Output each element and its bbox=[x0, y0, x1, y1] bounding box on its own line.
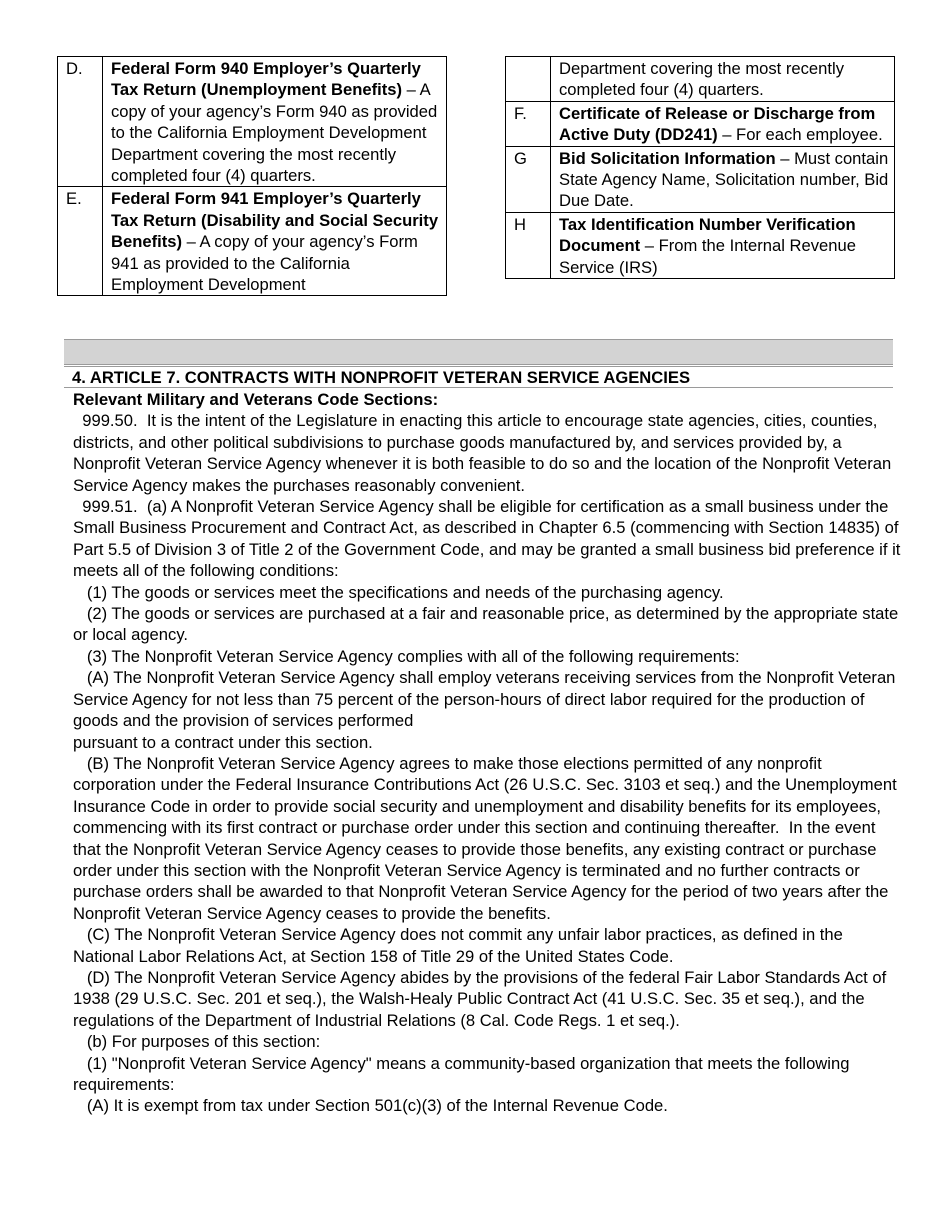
row-letter: E. bbox=[58, 187, 103, 296]
row-title: Tax Identification Number Verification Document bbox=[559, 214, 856, 256]
row-letter: D. bbox=[58, 57, 103, 187]
row-title: Federal Form 941 Employer’s Quarterly Tax Return (Disability and Social Security Benefits) bbox=[111, 189, 439, 252]
row-detail: – Must contain State Agency Name, Solicitation number, Bid Due Date. bbox=[559, 148, 889, 211]
row-detail: – A copy of your agency’s Form 941 as provided to the California Employment Development bbox=[111, 232, 418, 295]
statute-paragraph: (C) The Nonprofit Veteran Service Agency does not commit any unfair labor practices, as defined in the National Labor Relations Act, at Section 158 of Title 29 of the United States Code. bbox=[73, 925, 848, 966]
row-detail: – From the Internal Revenue Service (IRS) bbox=[559, 236, 856, 277]
row-description bbox=[551, 146, 895, 212]
row-title: Bid Solicitation Information bbox=[559, 148, 776, 168]
statute-paragraph: (b) For purposes of this section: bbox=[73, 1032, 321, 1052]
table-row bbox=[58, 57, 447, 187]
statute-paragraph: 999.50. It is the intent of the Legislature in enacting this article to encourage state agencies, cities, counties, districts, and other political subdivisions to purchase goods manufactured by, and services provided by, a Nonprofit Veteran Service Agency whenever it is both feasible to do so and the location of the Nonprofit Veteran Service Agency makes the purchases reasonably convenient. bbox=[73, 411, 896, 495]
row-letter: G bbox=[506, 146, 551, 212]
section-body bbox=[73, 389, 903, 1117]
statute-paragraph: (3) The Nonprofit Veteran Service Agency complies with all of the following requirements: bbox=[73, 646, 740, 666]
table-row bbox=[506, 212, 895, 278]
statute-paragraph: (A) The Nonprofit Veteran Service Agency shall employ veterans receiving services from the Nonprofit Veteran Service Agency for not less than 75 percent of the person-hours of direct labor required for the production of goods and the provision of services performed pursuant to a contract under this section. bbox=[73, 668, 896, 752]
table-row bbox=[506, 146, 895, 212]
table-row bbox=[58, 187, 447, 296]
section-divider-band bbox=[64, 339, 893, 365]
table-row bbox=[506, 101, 895, 146]
row-detail: – A copy of your agency’s Form 940 as provided to the California Employment Development Department covering the most recently completed four (4) quarters. bbox=[111, 80, 438, 186]
row-description bbox=[103, 187, 447, 296]
row-detail: Department covering the most recently completed four (4) quarters. bbox=[559, 59, 844, 100]
row-letter bbox=[506, 57, 551, 102]
section-heading: 4. ARTICLE 7. CONTRACTS WITH NONPROFIT VETERAN SERVICE AGENCIES bbox=[64, 366, 893, 388]
row-letter: F. bbox=[506, 101, 551, 146]
row-description bbox=[551, 57, 895, 102]
statute-paragraph: (1) "Nonprofit Veteran Service Agency" means a community-based organization that meets the following requirements: bbox=[73, 1053, 855, 1094]
statute-paragraph: (B) The Nonprofit Veteran Service Agency agrees to make those elections permitted of any nonprofit corporation under the Federal Insurance Contributions Act (26 U.S.C. Sec. 3103 et seq.) and the Unemployment Insurance Code in order to provide social security and unemployment and disability benefits for its employees, commencing with its first contract or purchase order under this section and continuing thereafter. In the event that the Nonprofit Veteran Service Agency ceases to provide those benefits, any existing contract or purchase order under this section with the Nonprofit Veteran Service Agency is terminated and no further contracts or purchase orders shall be awarded to that Nonprofit Veteran Service Agency for the period of two years after the Nonprofit Veteran Service Agency ceases to provide the benefits. bbox=[73, 753, 902, 923]
statute-paragraph: 999.51. (a) A Nonprofit Veteran Service Agency shall be eligible for certification as a small business under the Small Business Procurement and Contract Act, as described in Chapter 6.5 (commencing with Section 14835) of Part 5.5 of Division 3 of Title 2 of the Government Code, and may be granted a small business bid preference if it meets all of the following conditions: bbox=[73, 497, 905, 581]
row-title: Certificate of Release or Discharge from Active Duty (DD241) bbox=[559, 103, 876, 145]
paragraph-list bbox=[73, 410, 903, 1116]
statute-paragraph: (1) The goods or services meet the specifications and needs of the purchasing agency. bbox=[73, 582, 724, 602]
row-description bbox=[103, 57, 447, 187]
section-subheading: Relevant Military and Veterans Code Sections: bbox=[73, 390, 439, 409]
row-letter: H bbox=[506, 212, 551, 278]
row-title: Federal Form 940 Employer’s Quarterly Tax Return (Unemployment Benefits) bbox=[111, 59, 421, 100]
row-description bbox=[551, 212, 895, 278]
table-row bbox=[506, 57, 895, 102]
row-description bbox=[551, 101, 895, 146]
statute-paragraph: (D) The Nonprofit Veteran Service Agency abides by the provisions of the federal Fair Labor Standards Act of 1938 (29 U.S.C. Sec. 201 et seq.), the Walsh-Healy Public Contract Act (41 U.S.C. Sec. 35 et seq.), and the regulations of the Department of Industrial Relations (8 Cal. Code Regs. 1 et seq.). bbox=[73, 967, 891, 1030]
statute-paragraph: (A) It is exempt from tax under Section 501(c)(3) of the Internal Revenue Code. bbox=[73, 1096, 668, 1116]
statute-paragraph: (2) The goods or services are purchased at a fair and reasonable price, as determined by the appropriate state or local agency. bbox=[73, 604, 903, 645]
requirements-table-left bbox=[57, 56, 447, 296]
row-detail: – For each employee. bbox=[717, 125, 883, 145]
requirements-table-right bbox=[505, 56, 895, 279]
